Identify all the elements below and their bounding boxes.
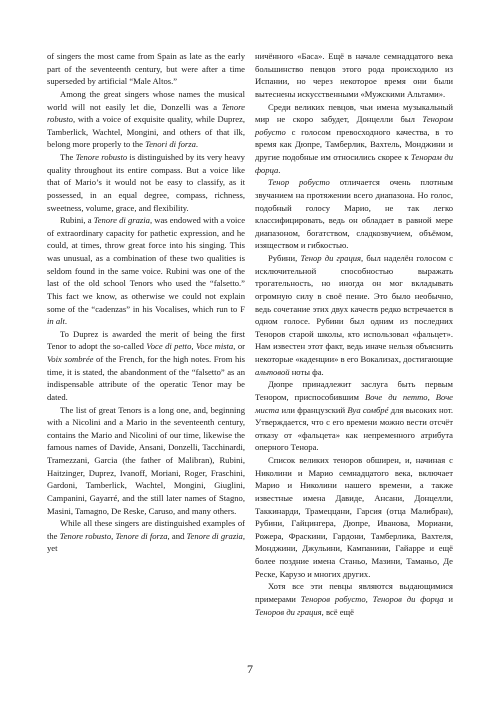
italic-term: Tenore di grazia [93, 215, 150, 226]
paragraph-text: Рубини, [268, 253, 301, 263]
italic-term: Тенор ди грация [300, 253, 362, 263]
paragraph-text: While all these singers are distinguished examples of the [47, 518, 245, 541]
paragraph [255, 252, 453, 378]
paragraph [255, 50, 453, 101]
italic-term: Tenore robusto [47, 101, 245, 125]
italic-term: Tenore robusto [75, 152, 128, 162]
italic-term: Voix sombrée [47, 354, 94, 364]
paragraph [47, 50, 245, 88]
paragraph [47, 328, 245, 404]
italic-term: Вуа сомбрé [347, 404, 389, 415]
italic-term: Tenore robusto [59, 530, 112, 541]
paragraph [47, 517, 245, 555]
paragraph-text: и [443, 593, 454, 604]
italic-term: альтовой [255, 366, 290, 377]
italic-term: Тенор робусто [268, 177, 330, 188]
paragraph-text: , or [233, 341, 245, 352]
paragraph-text: Rubini, a [60, 215, 94, 226]
paragraph-text: , [111, 530, 116, 541]
italic-term: Тенором робусто [255, 114, 453, 137]
paragraph [255, 176, 453, 252]
paragraph-text: , был наделён голосом с исключительной способностью выражать трогательность, но иногда он мог вкладывать огромную силу в своё пение. Это было необычно, ведь сочетание этих двух качеств редко встречается в одном голосе. Рубини был одним из последних Теноров старой школы, кто использовал «фальцет». Нам известен этот факт, ведь иначе нельзя объяснить некоторые «каденции» в его Вокализах, достигающие [255, 253, 453, 364]
paragraph-text: . [195, 139, 199, 150]
paragraph-text: , всё ещё [321, 606, 354, 617]
paragraph-text: The list of great Tenors is a long one, and, beginning with a Nicolini and a Mario in the seventeenth century, contains the Mario and Nicolini of our time, likewise the famous names of Davide, Ansani, Donzelli, Tacchinardi, Tramezzani, Garcia (the father of Malibran), Rubini, Haitzinger, Duprez, Ivanoff, Moriani, Roger, Fraschini, Gardoni, Tamberlick, Wachtel, Mongini, Giuglini, Campanini, Gayarré, and the still later names of Stagno, Masini, Tamagno, De Reske, Caruso, and many others. [47, 404, 245, 516]
paragraph [255, 378, 453, 454]
italic-term: Tenore di forza [115, 530, 168, 541]
paragraph-text: . [278, 164, 281, 175]
paragraph [255, 454, 453, 580]
paragraph-text: Among the great singers whose names the musical world will not easily let die, Donzelli was a [47, 88, 245, 112]
paragraph-text: Среди великих певцов, чьи имена музыкальный мир не скоро забудет, Донцелли был [255, 101, 453, 125]
paragraph-text: To Duprez is awarded the merit of being the first Tenor to adopt the so-called [47, 328, 245, 352]
english-column [47, 50, 245, 555]
italic-term: Tenori di forza [145, 139, 196, 150]
paragraph-text: , was endowed with a voice of extraordinary capacity for pathetic expression, and he could, at times, throw great force into his singing. This was unusual, as a combination of these two qualities is seldom found in the same voice. Rubini was one of the last of the old school Tenors who used the “falsetto.” This fact we know, as otherwise we could not explain some of the “cadenzas” in his Vocalises, which run to F [47, 215, 246, 314]
paragraph-text: Дюпре принадлежит заслуга быть первым Тенором, приспособившим [255, 379, 453, 402]
italic-term: Воче ди петто, Воче миста [255, 391, 454, 415]
italic-term: Tenore di grazia [186, 530, 243, 541]
paragraph-text: , and [167, 530, 187, 541]
paragraph-text: или французский [279, 404, 348, 415]
paragraph-text: с голосом превосходного качества, в то время как Дюпре, Тамберлик, Вахтель, Монджини и другие подобные им относились скорее к [255, 126, 453, 162]
paragraph [255, 580, 453, 618]
paragraph-text: The [60, 152, 76, 162]
italic-term: Теноров ди грация [255, 606, 322, 617]
paragraph [47, 404, 245, 518]
paragraph-text: of the French, for the high notes. From his time, it is stated, the abandonment of the “falsetto” as an indispensable attribute of the operatic Tenor may be dated. [47, 354, 245, 402]
paragraph [255, 101, 453, 177]
italic-term: Тенорам ди форца [255, 152, 453, 175]
paragraph-text: Хотя все эти певцы являются выдающимися примерами [255, 581, 453, 604]
paragraph-text: Список великих теноров обширен, и, начиная с Николини и Марио семнадцатого века, включает Марио и Николини нашего времени, а также известные имена Давиде, Ансани, Донцелли, Таккинарди, Трамеццани, Гарсия (отца Малибран), Рубини, Гайцингера, Дюпре, Иванова, Мориани, Рожера, Фраскини, Гардони, Тамберлика, Вахтеля, Монджини, Джульини, Кампанини, Гайарре и ещё более поздние имена Станьо, Мазини, Таманьо, Де Реске, Карузо и многих других. [255, 455, 453, 579]
paragraph-text: , with a voice of exquisite quality, while Duprez, Tamberlick, Wachtel, Mongini, and others of that ilk, belong more properly to the [47, 114, 245, 150]
paragraph-text: ноты фа. [289, 366, 324, 377]
italic-term: Теноров робусто, Теноров ди форца [300, 593, 444, 604]
paragraph-text: отличается очень плотным звучанием на протяжении всего диапазона. Но голос, подобный голосу Марио, не так легко классифицировать, ведь он обладает в равной мере диапазоном, богатством, сладкозвучием, объёмом, изяществом и гибкостью. [255, 177, 453, 251]
russian-column [255, 50, 453, 618]
paragraph-text: . [64, 316, 68, 327]
paragraph-text: для высоких нот. Утверждается, что с его времени можно вести отсчёт отказу от «фальцета» как непременного атрибута оперного Тенора. [255, 404, 453, 453]
italic-term: Voce di petto, Voce mista [146, 341, 234, 352]
page-number: 7 [247, 662, 253, 676]
paragraph-text: of singers the most came from Spain as late as the early part of the seventeenth century, but were after a time superseded by artificial “Male Altos.” [47, 51, 245, 87]
paragraph [47, 88, 245, 151]
paragraph-text: , yet [47, 530, 246, 554]
paragraph [47, 151, 245, 214]
paragraph-text: is distinguished by its very heavy quality throughout its entire compass. But a voice like that of Mario’s it would not be easy to classify, as it possessed, in an equal degree, compass, richness, sweetness, volume, grace, and flexibility. [47, 152, 245, 213]
paragraph-text: ничённого «Баса». Ещё в начале семнадцатого века большинство певцов этого рода происходило из Испании, но через некоторое время они были вытеснены искусственными «Мужскими Альтами». [255, 51, 453, 99]
paragraph [47, 214, 245, 328]
italic-term: in alt [47, 316, 65, 327]
